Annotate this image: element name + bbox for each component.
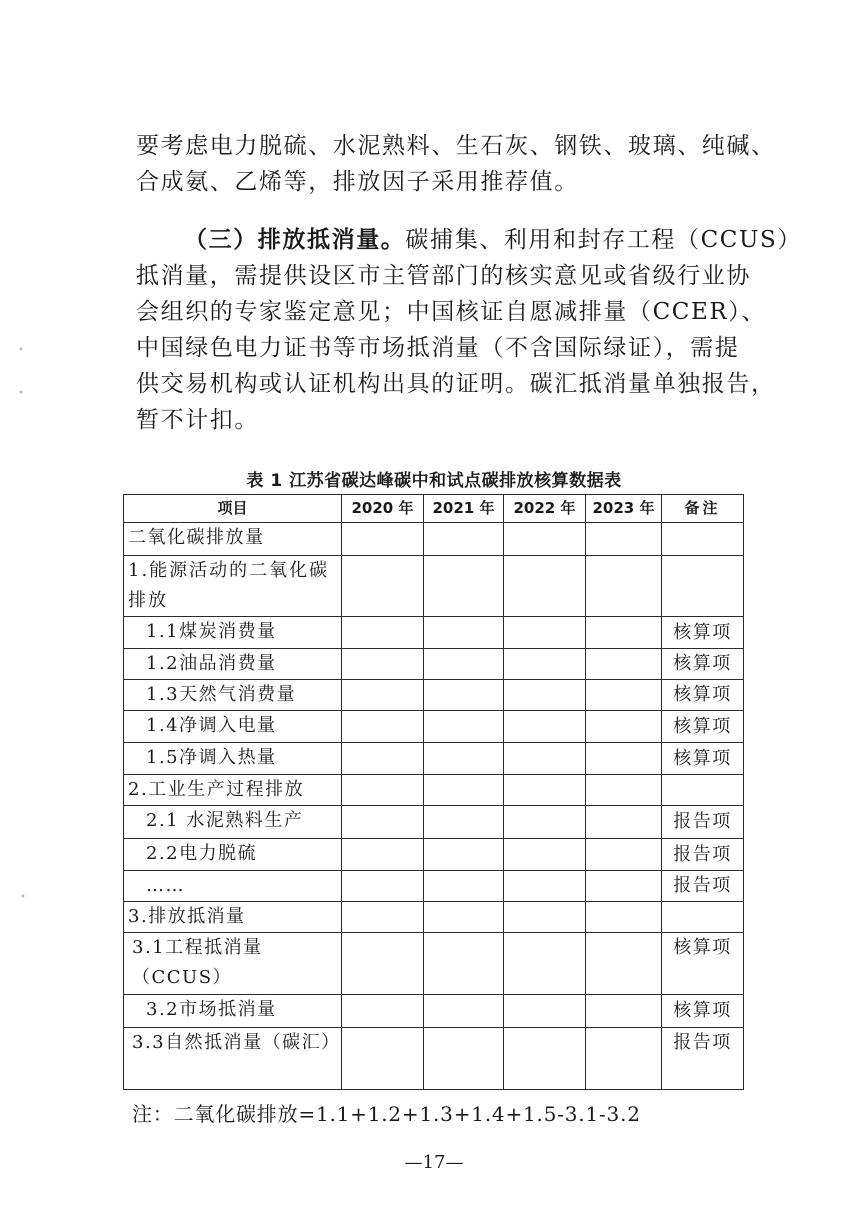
cell-2020 [342,902,424,933]
cell-2022 [504,871,586,902]
cell-2020 [342,649,424,680]
cell-2022 [504,523,586,556]
paragraph-emission-factors [136,128,776,200]
table-row [124,680,744,711]
cell-2021 [424,933,504,995]
row-item: 1.能源活动的二氧化碳排放 [124,556,342,617]
column-header-2021: 2021 年 [424,495,504,523]
cell-2020 [342,775,424,806]
table-header-row [124,495,744,523]
row-remark: 报告项 [662,871,744,902]
cell-2021 [424,1028,504,1090]
cell-2023 [586,743,662,775]
cell-2021 [424,775,504,806]
cell-2021 [424,711,504,743]
row-remark: 核算项 [662,995,744,1028]
cell-2020 [342,806,424,839]
paragraph-line: 供交易机构或认证机构出具的证明。碳汇抵消量单独报告， [136,371,776,397]
table-row [124,556,744,617]
table-row [124,839,744,871]
cell-2020 [342,617,424,649]
cell-2021 [424,523,504,556]
cell-2021 [424,743,504,775]
column-header-2023: 2023 年 [586,495,662,523]
cell-2020 [342,743,424,775]
cell-2023 [586,556,662,617]
emissions-table [123,494,744,1090]
cell-2022 [504,995,586,1028]
row-remark: 核算项 [662,711,744,743]
table-row [124,711,744,743]
table-note: 注：二氧化碳排放=1.1+1.2+1.3+1.4+1.5-3.1-3.2 [132,1102,641,1126]
row-remark: 核算项 [662,743,744,775]
table-row [124,902,744,933]
column-header-remark: 备注 [662,495,744,523]
cell-2023 [586,933,662,995]
cell-2022 [504,1028,586,1090]
row-remark: 核算项 [662,680,744,711]
row-remark: 报告项 [662,806,744,839]
table-row [124,806,744,839]
row-item: 二氧化碳排放量 [124,523,342,556]
paragraph-line: 会组织的专家鉴定意见；中国核证自愿减排量（CCER）、 [136,299,767,325]
cell-2023 [586,839,662,871]
cell-2023 [586,617,662,649]
row-item: 1.2油品消费量 [124,649,342,680]
cell-2023 [586,995,662,1028]
table-row [124,649,744,680]
paragraph-line: 中国绿色电力证书等市场抵消量（不含国际绿证），需提 [136,335,740,361]
scan-speck: • [20,892,26,903]
table-title: 表 1 江苏省碳达峰碳中和试点碳排放核算数据表 [246,471,622,491]
cell-2020 [342,995,424,1028]
row-item: 1.1煤炭消费量 [124,617,342,649]
cell-2022 [504,649,586,680]
cell-2023 [586,711,662,743]
cell-2021 [424,995,504,1028]
cell-2023 [586,1028,662,1090]
page-number: —17— [404,1152,464,1173]
row-remark: 报告项 [662,839,744,871]
cell-2021 [424,871,504,902]
paragraph-line: 抵消量，需提供设区市主管部门的核实意见或省级行业协 [136,263,751,289]
cell-2023 [586,649,662,680]
table-row [124,1028,744,1090]
cell-2020 [342,711,424,743]
row-item: 3.排放抵消量 [124,902,342,933]
table-row [124,617,744,649]
row-item: …… [124,871,342,902]
row-item: 1.5净调入热量 [124,743,342,775]
paragraph-line: 暂不计扣。 [136,407,259,433]
table-row [124,871,744,902]
row-remark: 核算项 [662,617,744,649]
cell-2020 [342,1028,424,1090]
cell-2023 [586,775,662,806]
cell-2021 [424,902,504,933]
cell-2021 [424,617,504,649]
section-heading: （三）排放抵消量。 [184,226,406,253]
cell-2022 [504,902,586,933]
scan-speck: • [18,345,24,356]
cell-2022 [504,617,586,649]
cell-2021 [424,806,504,839]
cell-2021 [424,556,504,617]
scan-speck: • [18,388,24,399]
column-header-item: 项目 [124,495,342,523]
cell-2022 [504,775,586,806]
row-item: 3.1工程抵消量（CCUS） [124,933,342,995]
row-item: 2.工业生产过程排放 [124,775,342,806]
cell-2022 [504,933,586,995]
column-header-2022: 2022 年 [504,495,586,523]
cell-2020 [342,871,424,902]
row-remark: 报告项 [662,1028,744,1090]
cell-2022 [504,743,586,775]
cell-2023 [586,871,662,902]
paragraph-line: 要考虑电力脱硫、水泥熟料、生石灰、钢铁、玻璃、纯碱、 [136,133,776,159]
paragraph-line: 合成氨、乙烯等，排放因子采用推荐值。 [136,169,579,195]
row-remark [662,775,744,806]
row-item: 1.3天然气消费量 [124,680,342,711]
cell-2022 [504,556,586,617]
table-row [124,743,744,775]
column-header-2020: 2020 年 [342,495,424,523]
cell-2021 [424,649,504,680]
cell-2022 [504,839,586,871]
cell-2020 [342,523,424,556]
cell-2023 [586,523,662,556]
row-remark [662,556,744,617]
cell-2020 [342,933,424,995]
paragraph-offsets [136,222,802,438]
row-remark: 核算项 [662,933,744,995]
cell-2022 [504,680,586,711]
cell-2023 [586,680,662,711]
table-row [124,995,744,1028]
row-remark: 核算项 [662,649,744,680]
cell-2022 [504,806,586,839]
cell-2021 [424,839,504,871]
row-item: 3.3自然抵消量（碳汇） [124,1028,342,1090]
cell-2020 [342,839,424,871]
table-row [124,523,744,556]
row-item: 3.2市场抵消量 [124,995,342,1028]
cell-2020 [342,680,424,711]
cell-2021 [424,680,504,711]
table-row [124,775,744,806]
cell-2023 [586,806,662,839]
row-remark [662,902,744,933]
paragraph-line [136,222,802,258]
cell-2023 [586,902,662,933]
row-item: 1.4净调入电量 [124,711,342,743]
row-item: 2.1 水泥熟料生产 [124,806,342,839]
table-row [124,933,744,995]
cell-2022 [504,711,586,743]
paragraph-text: 碳捕集、利用和封存工程（CCUS） [405,227,802,253]
cell-2020 [342,556,424,617]
row-remark [662,523,744,556]
row-item: 2.2电力脱硫 [124,839,342,871]
